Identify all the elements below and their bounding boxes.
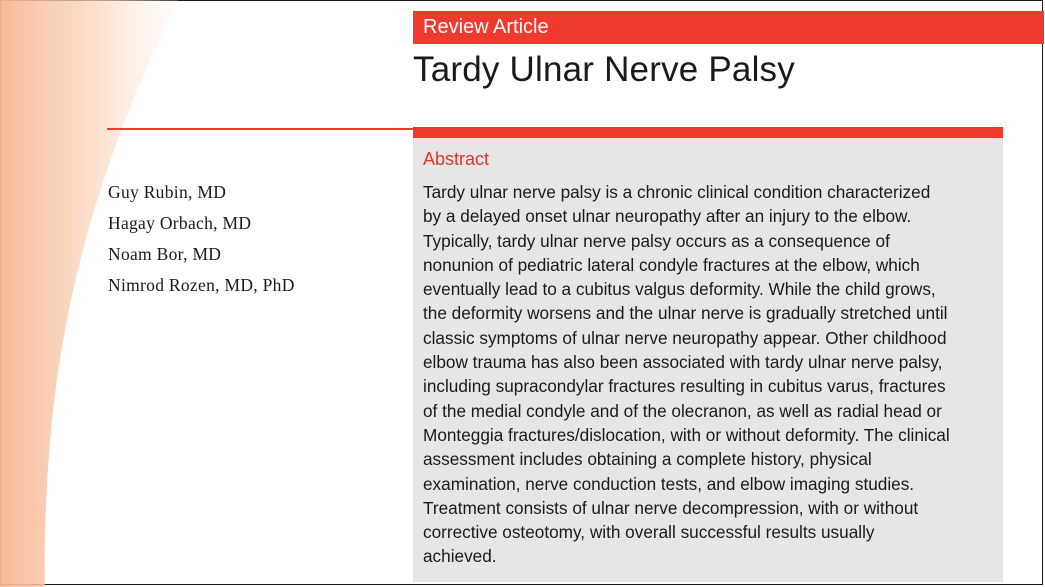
author-name: Nimrod Rozen, MD, PhD — [108, 275, 295, 295]
abstract-body — [423, 180, 998, 569]
divider-rule — [107, 128, 413, 130]
abstract-line: by a delayed onset ulnar neuropathy after an injury to the elbow. — [423, 206, 912, 227]
article-title: Tardy Ulnar Nerve Palsy — [413, 50, 795, 89]
abstract-box — [413, 138, 1003, 582]
article-type-label: Review Article — [423, 16, 549, 38]
abstract-line: eventually lead to a cubitus valgus deformity. While the child grows, — [423, 279, 936, 300]
abstract-line: Typically, tardy ulnar nerve palsy occurs as a consequence of — [423, 230, 890, 251]
abstract-line: examination, nerve conduction tests, and elbow imaging studies. — [423, 473, 915, 494]
abstract-line: of the medial condyle and of the olecranon, as well as radial head or — [423, 400, 942, 421]
abstract-line: the deformity worsens and the ulnar nerve is gradually stretched until — [423, 303, 948, 324]
abstract-line: achieved. — [423, 546, 497, 567]
abstract-line: including supracondylar fractures resulting in cubitus varus, fractures — [423, 376, 946, 397]
abstract-line: elbow trauma has also been associated with tardy ulnar nerve palsy, — [423, 352, 943, 373]
abstract-heading: Abstract — [423, 149, 490, 169]
abstract-line: corrective osteotomy, with overall successful results usually — [423, 522, 875, 543]
abstract-top-rule — [413, 127, 1003, 138]
article-type-banner — [413, 11, 1044, 44]
author-list — [108, 181, 295, 305]
abstract-line: Monteggia fractures/dislocation, with or without deformity. The clinical — [423, 424, 950, 445]
author-name: Hagay Orbach, MD — [108, 213, 252, 233]
author-name: Guy Rubin, MD — [108, 182, 227, 202]
abstract-line: assessment includes obtaining a complete history, physical — [423, 449, 872, 470]
abstract-line: classic symptoms of ulnar nerve neuropathy appear. Other childhood — [423, 327, 947, 348]
abstract-line: Tardy ulnar nerve palsy is a chronic clinical condition characterized — [423, 182, 931, 202]
abstract-line: nonunion of pediatric lateral condyle fractures at the elbow, which — [423, 254, 920, 275]
abstract-line: Treatment consists of ulnar nerve decompression, with or without — [423, 497, 919, 518]
author-name: Noam Bor, MD — [108, 244, 222, 264]
